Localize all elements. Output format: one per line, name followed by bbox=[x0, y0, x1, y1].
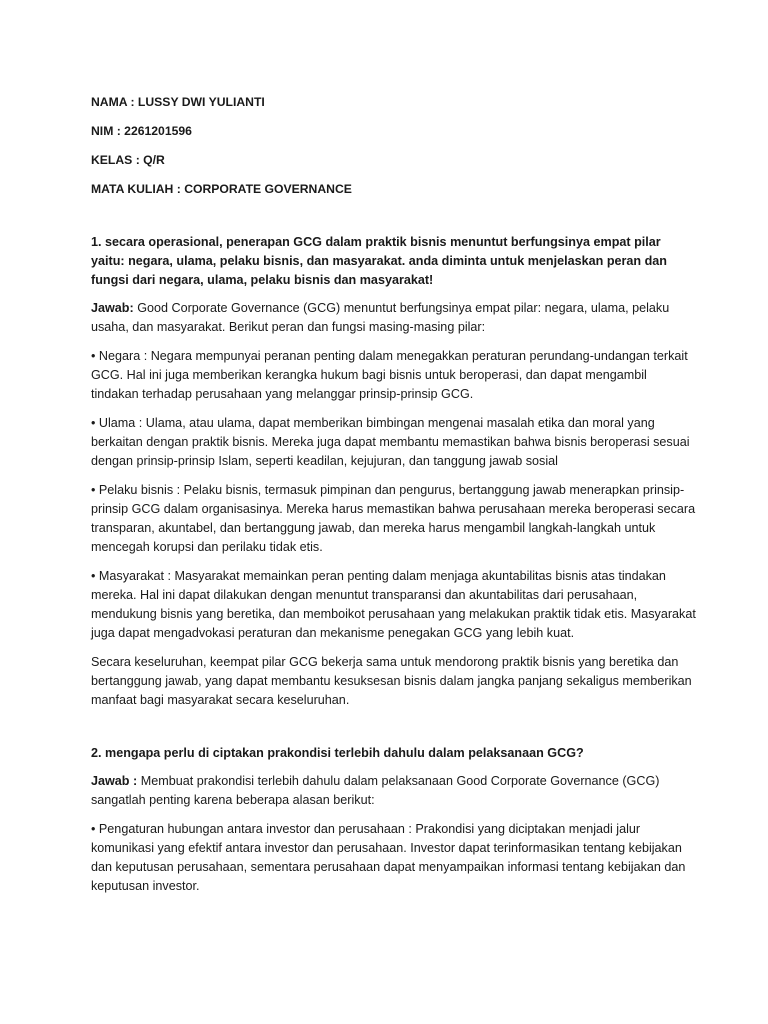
answer-2-label: Jawab : bbox=[91, 774, 138, 788]
bullet-pengaturan-hubungan: • Pengaturan hubungan antara investor dan perusahaan : Prakondisi yang diciptakan menjadi jalur komunikasi yang efektif antara investor dan perusahaan. Investor dapat terinformasikan tentang kebijakan dan keputusan perusahaan, sementara perusahaan dapat menyampaikan informasi tentang kebijakan dan keputusan investor. bbox=[91, 822, 686, 893]
student-nim: NIM : 2261201596 bbox=[91, 124, 192, 138]
answer-1-label: Jawab: bbox=[91, 301, 134, 315]
student-name: NAMA : LUSSY DWI YULIANTI bbox=[91, 95, 265, 109]
course-name: MATA KULIAH : CORPORATE GOVERNANCE bbox=[91, 182, 352, 196]
bullet-pelaku-bisnis: • Pelaku bisnis : Pelaku bisnis, termasuk pimpinan dan pengurus, bertanggung jawab menerapkan prinsip-prinsip GCG dalam organisasinya. Mereka harus memastikan bahwa perusahaan mereka beroperasi secara transparan, akuntabel, dan bertanggung jawab, dan mereka harus mengambil langkah-langkah untuk mencegah korupsi dan perilaku tidak etis. bbox=[91, 483, 696, 554]
answer-1-intro-text: Good Corporate Governance (GCG) menuntut berfungsinya empat pilar: negara, ulama, pelaku usaha, dan masyarakat. Berikut peran dan fungsi masing-masing pilar: bbox=[91, 301, 670, 334]
answer-1-conclusion: Secara keseluruhan, keempat pilar GCG bekerja sama untuk mendorong praktik bisnis yang beretika dan bertanggung jawab, yang dapat membantu kesuksesan bisnis dalam jangka panjang sekaligus memberikan manfaat bagi masyarakat secara keseluruhan. bbox=[91, 655, 692, 707]
answer-2-intro-text: Membuat prakondisi terlebih dahulu dalam pelaksanaan Good Corporate Governance (GCG) sangatlah penting karena beberapa alasan berikut: bbox=[91, 774, 660, 807]
answer-2-intro bbox=[91, 772, 696, 810]
question-1: 1. secara operasional, penerapan GCG dalam praktik bisnis menuntut berfungsinya empat pilar yaitu: negara, ulama, pelaku bisnis, dan masyarakat. anda diminta untuk menjelaskan peran dan fungsi dari negara, ulama, pelaku bisnis dan masyarakat! bbox=[91, 235, 668, 287]
question-2: 2. mengapa perlu di ciptakan prakondisi terlebih dahulu dalam pelaksanaan GCG? bbox=[91, 746, 584, 760]
bullet-masyarakat: • Masyarakat : Masyarakat memainkan peran penting dalam menjaga akuntabilitas bisnis atas tindakan mereka. Hal ini dapat dilakukan dengan menuntut transparansi dan akuntabilitas dari perusahaan, mendukung bisnis yang beretika, dan memboikot perusahaan yang melakukan praktik tidak etis. Masyarakat juga dapat mengadvokasi peraturan dan mekanisme penegakan GCG yang lebih kuat. bbox=[91, 569, 696, 640]
answer-1-intro bbox=[91, 299, 696, 337]
bullet-negara: • Negara : Negara mempunyai peranan penting dalam menegakkan peraturan perundang-undangan terkait GCG. Hal ini juga memberikan kerangka hukum bagi bisnis untuk beroperasi, dan dapat mengambil tindakan terhadap perusahaan yang melanggar prinsip-prinsip GCG. bbox=[91, 349, 688, 401]
bullet-ulama: • Ulama : Ulama, atau ulama, dapat memberikan bimbingan mengenai masalah etika dan moral yang berkaitan dengan praktik bisnis. Mereka juga dapat membantu memastikan bahwa bisnis beroperasi sesuai dengan prinsip-prinsip Islam, seperti keadilan, kejujuran, dan tanggung jawab sosial bbox=[91, 416, 690, 468]
student-class: KELAS : Q/R bbox=[91, 153, 165, 167]
